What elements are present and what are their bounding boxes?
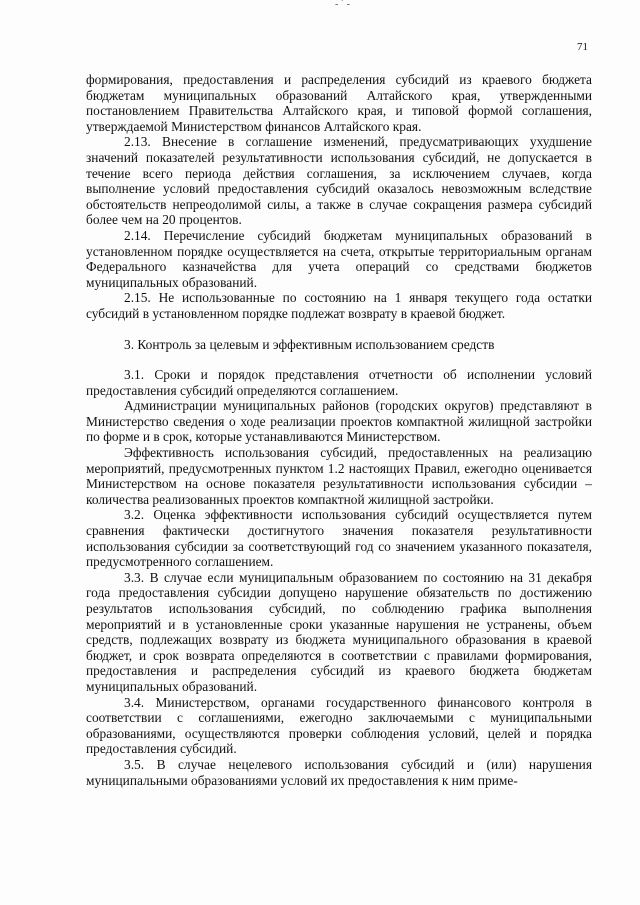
- paragraph-2-14: 2.14. Перечисление субсидий бюджетам муниципальных образований в установленном порядке осуществляется на счета, открытые территориальным органам Федерального казначейства для учета операций со средствами бюджетов муниципальных образований.: [86, 227, 592, 290]
- paragraph-3-2: 3.2. Оценка эффективности использования субсидий осуществляется путем сравнения фактически достигнутого значения показателя результативности использования субсидии за соответствующий год со значением указанного показателя, предусмотренного соглашением.: [86, 507, 592, 570]
- paragraph-3-3: 3.3. В случае если муниципальным образованием по состоянию на 31 декабря года предоставления субсидии допущено нарушение обязательств по достижению результатов использования субсидий, по соблюдению графика выполнения мероприятий и в установленные сроки указанные нарушения не устранены, объем средств, подлежащих возврату из бюджета муниципального образования в краевой бюджет, и срок возврата определяются в соответствии с правилами формирования, предоставления и распределения субсидий из краевого бюджета бюджетам муниципальных образований.: [86, 569, 592, 694]
- page-number: 71: [577, 41, 588, 53]
- document-body: [86, 72, 592, 788]
- paragraph-administrations: Администрации муниципальных районов (городских округов) представляют в Министерство сведения о ходе реализации проектов компактной жилищной застройки по форме и в срок, которые устанавливаются Министерством.: [86, 398, 592, 445]
- paragraph-3-1: 3.1. Сроки и порядок представления отчетности об исполнении условий предоставления субсидий определяются соглашением.: [86, 367, 592, 398]
- paragraph-continuation: формирования, предоставления и распределения субсидий из краевого бюджета бюджетам муниципальных образований Алтайского края, утвержденными постановлением Правительства Алтайского края, и типовой формой соглашения, утверждаемой Министерством финансов Алтайского края.: [86, 72, 592, 134]
- paragraph-2-13: 2.13. Внесение в соглашение изменений, предусматривающих ухудшение значений показателей результативности использования субсидий, не допускается в течение всего периода действия соглашения, за исключением случаев, когда выполнение условий предоставления субсидий оказалось невозможным вследствие обстоятельств непреодолимой силы, а также в случае сокращения размера субсидий более чем на 20 процентов.: [86, 134, 592, 228]
- paragraph-efficiency: Эффективность использования субсидий, предоставленных на реализацию мероприятий, предусмотренных пунктом 1.2 настоящих Правил, ежегодно оценивается Министерством на основе показателя результативности использования субсидии – количества реализованных проектов компактной жилищной застройки.: [86, 445, 592, 507]
- scan-mark: - ˊ -: [335, 0, 350, 10]
- paragraph-2-15: 2.15. Не использованные по состоянию на 1 января текущего года остатки субсидий в установленном порядке подлежат возврату в краевой бюджет.: [86, 290, 592, 321]
- paragraph-3-4: 3.4. Министерством, органами государственного финансового контроля в соответствии с соглашениями, ежегодно заключаемыми с муниципальными образованиями, осуществляются проверки соблюдения условий, целей и порядка предоставления субсидий.: [86, 694, 592, 757]
- section-heading: 3. Контроль за целевым и эффективным использованием средств: [124, 336, 495, 352]
- paragraph-3-5: 3.5. В случае нецелевого использования субсидий и (или) нарушения муниципальными образованиями условий их предоставления к ним приме-: [86, 756, 592, 788]
